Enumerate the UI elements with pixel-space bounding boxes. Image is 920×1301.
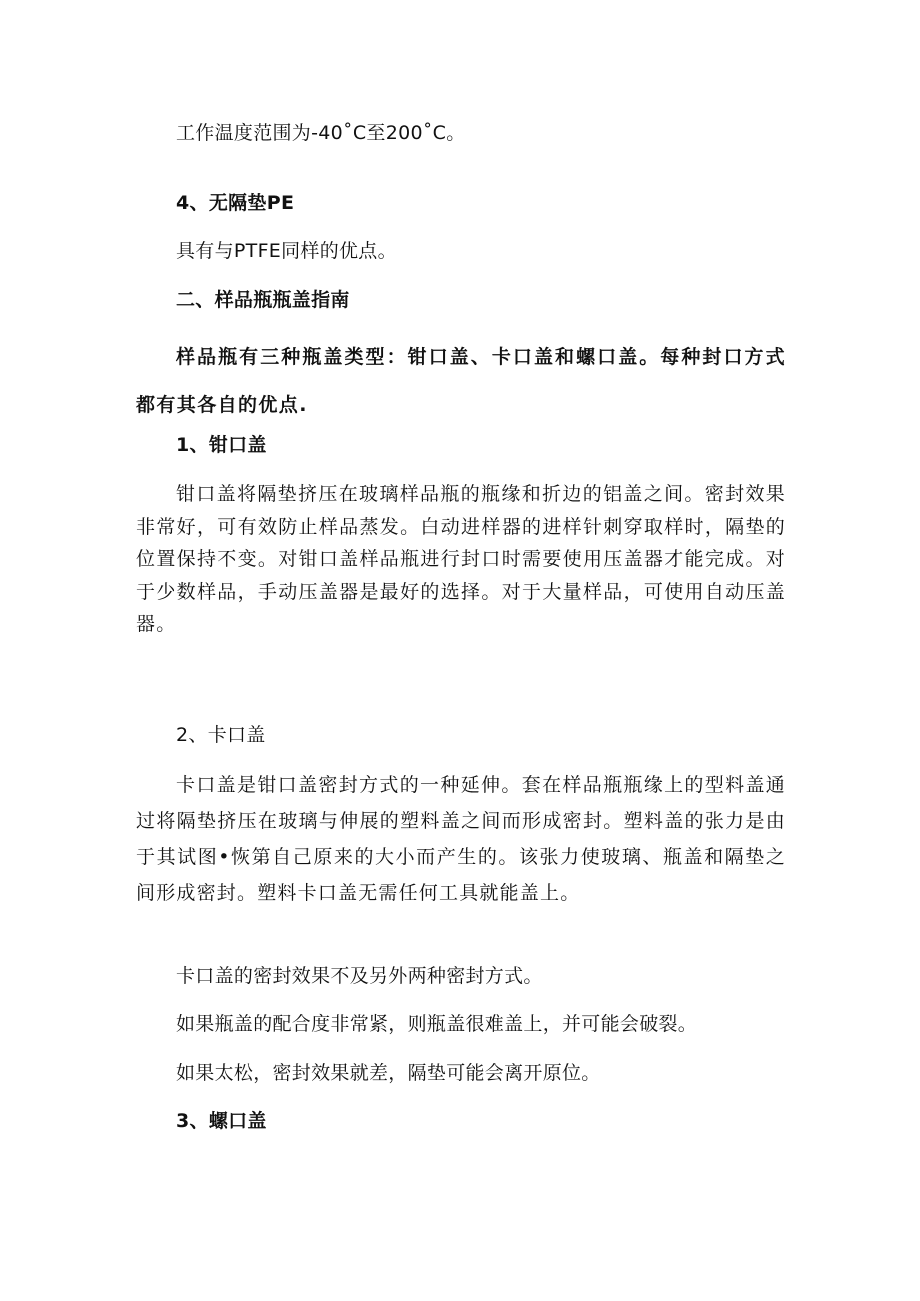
intro-paragraph: 样品瓶有三种瓶盖类型：钳口盖、卡口盖和螺口盖。每种封口方式都有其各自的优点. <box>136 346 786 416</box>
snap-cap-note-tight: 如果瓶盖的配合度非常紧，则瓶盖很难盖上，并可能会破裂。 <box>176 1013 698 1035</box>
heading-screw-cap: 3、螺口盖 <box>176 1110 267 1132</box>
heading-no-septum-pe: 4、无隔垫PE <box>176 192 295 214</box>
snap-cap-note-loose: 如果太松，密封效果就差，隔垫可能会离开原位。 <box>176 1062 601 1084</box>
crimp-cap-paragraph: 钳口盖将隔垫挤压在玻璃样品瓶的瓶缘和折边的铝盖之间。密封效果非常好，可有效防止样品蒸发。白动进样器的进样针刺穿取样时，隔垫的位置保持不变。对钳口盖样品瓶进行封口时需要使用压盖器才能完成。对于少数样品，手动压盖器是最好的选择。对于大量样品，可使用自动压盖器。 <box>136 483 786 635</box>
section-title-vial-caps-guide: 二、样品瓶瓶盖指南 <box>176 289 350 311</box>
heading-snap-cap: 2、卡口盖 <box>176 724 266 746</box>
snap-cap-paragraph: 卡口盖是钳口盖密封方式的一种延伸。套在样品瓶瓶缘上的型料盖通过将隔垫挤压在玻璃与伸展的塑料盖之间而形成密封。塑料盖的张力是由于其试图•恢第自己原来的大小而产生的。该张力使玻璃、瓶盖和隔垫之间形成密封。塑料卡口盖无需任何工具就能盖上。 <box>136 774 786 904</box>
pe-description-text: 具有与PTFE同样的优点。 <box>176 240 397 262</box>
temperature-range-text: 工作温度范围为-40˚C至200˚C。 <box>176 122 466 144</box>
snap-cap-note-seal: 卡口盖的密封效果不及另外两种密封方式。 <box>176 965 543 987</box>
heading-crimp-cap: 1、钳口盖 <box>176 434 267 456</box>
